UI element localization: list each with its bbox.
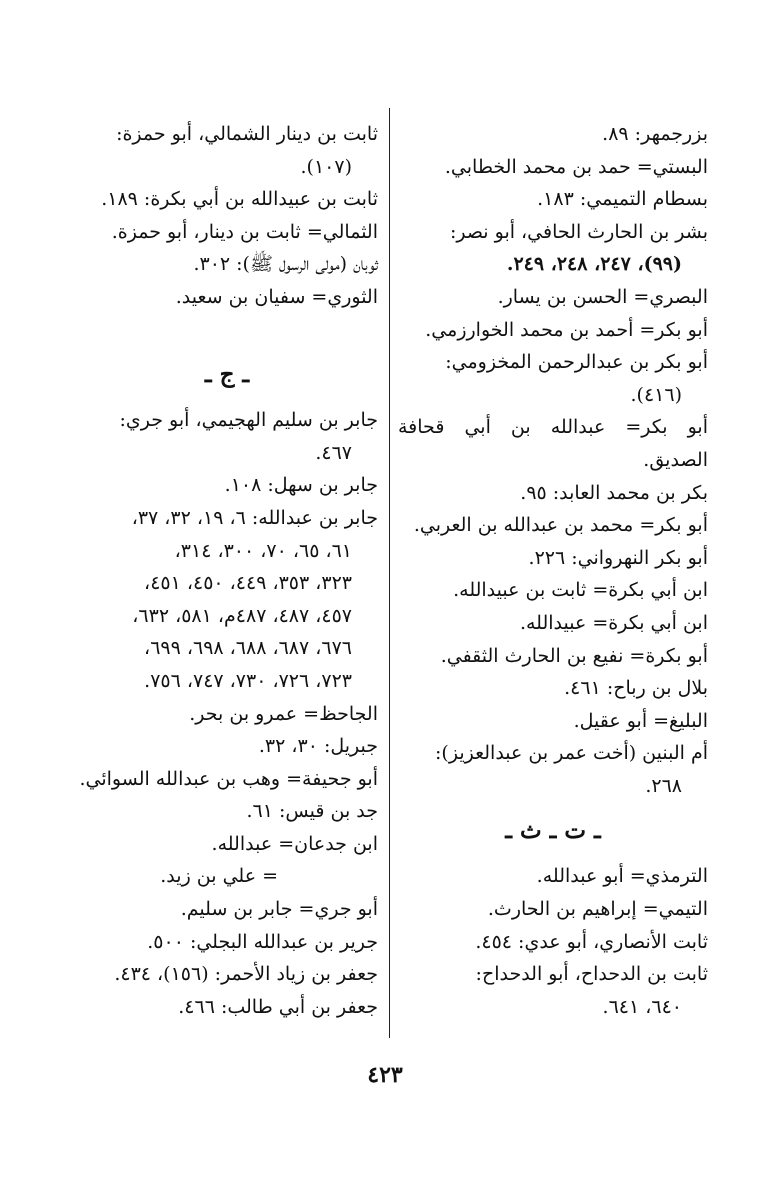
index-entry: جعفر بن أبي طالب: ٤٦٦. (178, 995, 378, 1018)
index-entry: أبو بكر= عبدالله بن أبي قحافة الصديق. (398, 416, 708, 471)
index-entry: جعفر بن زياد الأحمر: (١٥٦)، ٤٣٤. (114, 963, 378, 986)
index-entry: جابر بن سهل: ١٠٨. (224, 474, 378, 497)
index-entry: ثابت الأنصاري، أبو عدي: ٤٥٤. (475, 930, 708, 953)
index-entry-continuation: ٦١، ٦٥، ٧٠، ٣٠٠، ٣١٤، (174, 539, 352, 562)
index-entry-continuation: (١٠٧). (300, 155, 352, 178)
spacer (66, 314, 378, 347)
index-entry: جابر بن عبدالله: ٦، ١٩، ٣٢، ٣٧، ٦١، ٦٥، ٧٠، ٣٠٠، ٣١٤، ٣٢٣، ٣٥٣، ٤٤٩، ٤٥٠، ٤٥١، ٤٥٧، ٤٨٧، ٤٨٧م، ٥٨١، ٦٣٢، ٦٧٦، ٦٨٧، ٦٨٨، ٦٩٨، ٦٩٩، ٧٢٣، ٧٢٦، ٧٣٠، ٧٤٧، ٧٥٦. (66, 502, 378, 698)
column-divider (389, 108, 390, 1038)
index-entry: جبريل: ٣٠، ٣٢. (258, 735, 378, 758)
index-entry: أبو بكرة= نفيع بن الحارث الثقفي. (440, 644, 708, 667)
index-entry: بكر بن محمد العابد: ٩٥. (520, 481, 708, 504)
index-entry: ثابت بن عبيدالله بن أبي بكرة: ١٨٩. (101, 188, 378, 211)
index-entry: الجاحظ= عمرو بن بحر. (189, 702, 378, 725)
index-entry: جد بن قيس: ٦١. (246, 800, 378, 823)
index-entry-continuation: ٤٦٧. (315, 441, 352, 464)
index-entry-continuation: ٦٤٠، ٦٤١. (602, 995, 682, 1018)
index-column-left (66, 118, 378, 1023)
index-entry-continuation: (٩٩)، ٢٤٧، ٢٤٨، ٢٤٩. (506, 253, 682, 276)
index-entry: ابن جدعان= عبدالله. (211, 832, 378, 855)
index-entry: أبو بكر= محمد بن عبدالله بن العربي. (413, 514, 708, 537)
index-entry: ابن أبي بكرة= عبيدالله. (519, 611, 708, 634)
index-entry: ابن أبي بكرة= ثابت بن عبيدالله. (453, 579, 708, 602)
page-number: ٤٢٣ (367, 1062, 403, 1088)
index-entry: بلال بن رباح: ٤٦١. (564, 677, 708, 700)
index-entry: الترمذي= أبو عبدالله. (536, 865, 708, 888)
index-entry: بزرجمهر: ٨٩. (602, 123, 708, 145)
index-entry: الثمالي= ثابت بن دينار، أبو حمزة. (111, 220, 378, 243)
index-entry: البصري= الحسن بن يسار. (497, 285, 708, 308)
index-entry-continuation: (٤١٦). (630, 383, 682, 406)
index-entry-continuation: ٤٥٧، ٤٨٧، ٤٨٧م، ٥٨١، ٦٣٢، (132, 604, 352, 627)
index-entry: أبو بكر بن عبدالرحمن المخزومي: (٤١٦). (398, 346, 708, 411)
index-entry: ثابت بن دينار الشمالي، أبو حمزة: (١٠٧). (66, 118, 378, 183)
index-entry: التيمي= إبراهيم بن الحارث. (487, 898, 708, 921)
index-column-right (398, 118, 708, 1023)
index-entry: جرير بن عبدالله البجلي: ٥٠٠. (147, 930, 378, 953)
section-heading: ـ ج ـ (204, 361, 250, 389)
index-entry: ثوبان (مولى الرسول ﷺ): ٣٠٢. (193, 253, 378, 276)
index-entry: الثوري= سفيان بن سعيد. (175, 285, 378, 308)
index-entry: أبو جحيفة= وهب بن عبدالله السوائي. (79, 767, 378, 790)
index-entry: أبو جري= جابر بن سليم. (180, 898, 378, 921)
index-entry: البليغ= أبو عقيل. (573, 709, 708, 732)
index-entry-continuation: ٦٧٦، ٦٨٧، ٦٨٨، ٦٩٨، ٦٩٩، (144, 637, 352, 660)
section-heading: ـ ت ـ ث ـ (505, 817, 601, 845)
index-entry: أم البنين (أخت عمر بن عبدالعزيز): ٢٦٨. (398, 737, 708, 802)
index-entry: ثابت بن الدحداح، أبو الدحداح: ٦٤٠، ٦٤١. (398, 958, 708, 1023)
index-entry: بسطام التميمي: ١٨٣. (537, 188, 708, 211)
index-entry: أبو بكر النهرواني: ٢٢٦. (528, 546, 708, 569)
index-entry-continuation: ٢٦٨. (645, 774, 682, 797)
index-entry: = علي بن زيد. (160, 865, 278, 888)
index-entry-continuation: ٣٢٣، ٣٥٣، ٤٤٩، ٤٥٠، ٤٥١، (144, 572, 352, 595)
index-entry: البستي= حمد بن محمد الخطابي. (444, 155, 708, 178)
index-entry: أبو بكر= أحمد بن محمد الخوارزمي. (425, 318, 708, 341)
index-entry-continuation: ٧٢٣، ٧٢٦، ٧٣٠، ٧٤٧، ٧٥٦. (144, 669, 352, 692)
index-entry: بشر بن الحارث الحافي، أبو نصر: (٩٩)، ٢٤٧، ٢٤٨، ٢٤٩. (398, 216, 708, 281)
index-entry: جابر بن سليم الهجيمي، أبو جري: ٤٦٧. (66, 404, 378, 469)
